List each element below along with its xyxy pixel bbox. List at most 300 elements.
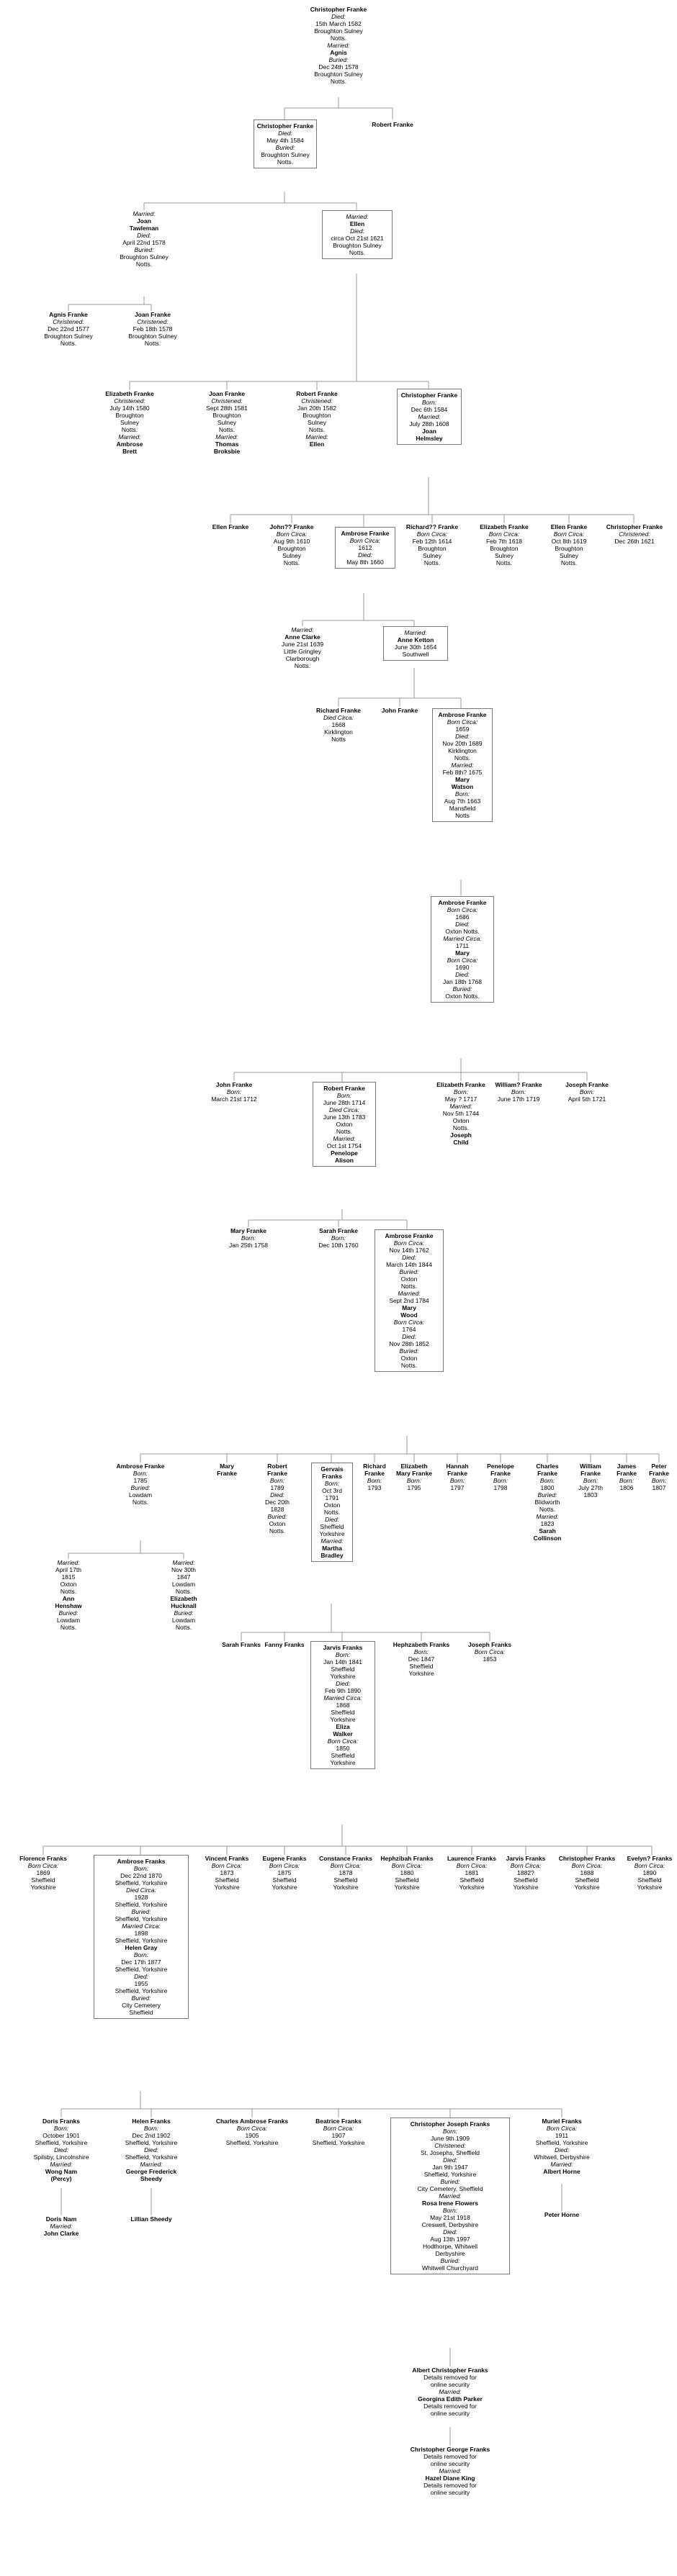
detail-value: Yorkshire xyxy=(272,1884,297,1891)
person-hephzabeth-franks-b1847[interactable] xyxy=(389,1641,454,1677)
detail-value: Dec 1847 xyxy=(408,1655,435,1663)
detail-value: Sept 2nd 1784 xyxy=(389,1297,429,1304)
detail-value: Notts. xyxy=(218,426,236,433)
detail-value: 1803 xyxy=(583,1491,598,1499)
detail-label: Married: xyxy=(449,1103,472,1110)
detail-value: Sheffield, Yorkshire xyxy=(35,2139,88,2146)
person-vincent-franks-c1873[interactable] xyxy=(199,1855,254,1891)
detail-value: Sulney xyxy=(282,552,301,559)
person-name: Jarvis Franks xyxy=(323,1644,363,1651)
spouse-name: George Frederick xyxy=(125,2168,177,2175)
person-christopher-joseph-franks-b1909[interactable] xyxy=(390,2118,510,2274)
detail-value: Broughton Sulney xyxy=(261,151,310,158)
spouse-name: Mary xyxy=(402,1304,416,1311)
detail-value: Lowdam xyxy=(171,1617,196,1624)
detail-value: Whitwell, Derbyshire xyxy=(534,2154,590,2161)
detail-value: 1890 xyxy=(642,1869,657,1876)
detail-label: Married: xyxy=(451,761,474,769)
detail-label: Born Circa: xyxy=(634,1862,665,1869)
detail-label: Buried: xyxy=(131,1994,151,2002)
person-joan-franke-c1578[interactable] xyxy=(114,311,192,347)
detail-value: Jan 18th 1768 xyxy=(443,978,482,985)
person-florence-franks-c1869[interactable] xyxy=(14,1855,72,1891)
person-elizabeth-franke-c1580[interactable] xyxy=(99,390,160,455)
detail-value: April 5th 1721 xyxy=(568,1095,606,1103)
detail-label: Christened: xyxy=(114,397,145,405)
person-joseph-franke-b1721[interactable] xyxy=(555,1081,619,1103)
detail-label: Born: xyxy=(619,1477,635,1484)
marriage-ann-henshaw[interactable] xyxy=(36,1559,101,1631)
person-name: Christopher Joseph Franks xyxy=(410,2120,490,2128)
spouse-name: Joan xyxy=(137,217,151,225)
detail-value: Feb 8th? 1675 xyxy=(442,769,483,776)
spouse-name: Joseph xyxy=(450,1131,472,1139)
detail-label: Buried: xyxy=(537,1491,557,1499)
person-jarvis-franks-c1882[interactable] xyxy=(498,1855,553,1891)
detail-label: Born: xyxy=(53,2125,69,2132)
detail-label: Born Circa: xyxy=(546,2125,578,2132)
detail-value: April 17th xyxy=(55,1566,81,1573)
detail-value: 1828 xyxy=(270,1506,284,1513)
detail-value: Dec 20th xyxy=(264,1499,290,1506)
person-elizabeth-franke-c1618[interactable] xyxy=(474,523,534,566)
detail-value: Nov 28th 1852 xyxy=(389,1340,429,1347)
spouse-name: Sheedy xyxy=(140,2175,163,2182)
detail-value: Notts. xyxy=(277,158,294,166)
person-charles-franke-b1800[interactable] xyxy=(526,1463,569,1542)
person-christopher-franke-c1621[interactable] xyxy=(602,523,667,545)
detail-label: Born Circa: xyxy=(27,1862,59,1869)
person-jarvis-franks-b1841[interactable] xyxy=(310,1641,375,1769)
marriage-anne-clarke[interactable] xyxy=(266,626,338,669)
person-constance-franks-c1878[interactable] xyxy=(317,1855,375,1891)
detail-value: 1798 xyxy=(493,1484,508,1491)
marriage-anne-ketton[interactable] xyxy=(383,626,448,661)
detail-value: 1850 xyxy=(336,1745,350,1752)
detail-value: Lowdam xyxy=(128,1491,153,1499)
spouse-name: Helen Gray xyxy=(125,1944,158,1951)
person-evelyn-franks-c1890[interactable] xyxy=(624,1855,676,1891)
detail-value: Dec 2nd 1902 xyxy=(132,2132,171,2139)
detail-label: Born Circa: xyxy=(393,1239,425,1247)
spouse-name: Broksbie xyxy=(213,448,241,455)
detail-label: Born: xyxy=(453,1088,469,1095)
detail-value: 1928 xyxy=(134,1894,148,1901)
detail-label: Died Circa: xyxy=(125,1886,157,1894)
detail-label: Buried: xyxy=(440,2257,460,2264)
detail-value: Details removed for xyxy=(423,2453,477,2460)
detail-value: 1793 xyxy=(367,1484,382,1491)
person-christopher-george-franks[interactable] xyxy=(393,2446,508,2496)
person-sarah-franke-b1760[interactable] xyxy=(310,1227,367,1249)
spouse-name: Thomas xyxy=(215,440,239,448)
detail-label: Born: xyxy=(511,1088,526,1095)
detail-label: Died: xyxy=(358,551,372,559)
person-joseph-franks-c1853[interactable] xyxy=(461,1641,519,1663)
detail-label: Born Circa: xyxy=(323,2125,354,2132)
spouse-name: Martha xyxy=(322,1545,342,1552)
detail-value: June 21st 1639 xyxy=(281,641,324,648)
detail-value: Broughton xyxy=(418,545,447,552)
detail-label: Died: xyxy=(336,1680,350,1687)
detail-label: Born: xyxy=(143,2125,159,2132)
detail-value: 1800 xyxy=(540,1484,555,1491)
detail-label: Born: xyxy=(493,1477,508,1484)
spouse-name: John Clarke xyxy=(43,2230,79,2237)
detail-value: Notts. xyxy=(144,340,161,347)
detail-value: 1791 xyxy=(325,1494,339,1501)
detail-label: Died: xyxy=(137,232,151,239)
person-hephzibah-franks-c1880[interactable] xyxy=(378,1855,436,1891)
detail-value: Yorkshire xyxy=(574,1884,600,1891)
spouse-name: Hucknall xyxy=(171,1602,197,1609)
detail-value: Sheffield, Yorkshire xyxy=(115,1901,168,1908)
detail-value: Broughton Sulney xyxy=(314,71,363,78)
detail-value: Notts. xyxy=(283,559,300,566)
detail-label: Buried: xyxy=(399,1268,419,1275)
detail-label: Born Circa: xyxy=(269,1862,300,1869)
detail-value: 1764 xyxy=(402,1326,416,1333)
marriage-elizabeth-hucknall[interactable] xyxy=(151,1559,216,1631)
detail-value: Broughton Sulney xyxy=(333,242,382,249)
detail-label: Died: xyxy=(455,971,470,978)
person-name: Christopher Franke xyxy=(606,523,663,530)
person-name: Christopher Franke xyxy=(310,6,367,13)
marriage-joan-tawleman[interactable] xyxy=(108,210,180,268)
detail-value: May 4th 1584 xyxy=(266,137,304,144)
person-name: Hephzabeth Franks xyxy=(393,1641,450,1648)
detail-value: June 9th 1909 xyxy=(431,2135,470,2142)
spouse-name: Mary xyxy=(455,776,470,783)
detail-label: Born Circa: xyxy=(447,906,478,913)
detail-value: Sheffield xyxy=(409,1663,434,1670)
detail-value: June 17th 1719 xyxy=(497,1095,540,1103)
person-name: Charles Franke xyxy=(536,1463,559,1477)
detail-value: Yorkshire xyxy=(394,1884,420,1891)
person-ambrose-franke-c1659[interactable] xyxy=(432,708,493,822)
detail-value: Feb 7th 1618 xyxy=(485,538,523,545)
detail-value: Nov 20th 1689 xyxy=(442,740,483,747)
detail-label: Married Circa: xyxy=(443,935,482,942)
marriage-ellen[interactable] xyxy=(322,210,393,259)
person-agnis-franke[interactable] xyxy=(29,311,108,347)
detail-label: Died: xyxy=(144,2146,158,2154)
detail-value: Notts. xyxy=(175,1624,192,1631)
detail-value: Notts xyxy=(455,812,470,819)
detail-value: Sheffield xyxy=(320,1523,344,1530)
person-name: Doris Nam xyxy=(45,2215,77,2223)
person-john-franke-c1610[interactable] xyxy=(261,523,323,566)
detail-value: Sheffield xyxy=(333,1876,358,1884)
detail-label: Born: xyxy=(133,1865,149,1872)
person-peter-horne[interactable] xyxy=(533,2211,591,2218)
detail-value: 1807 xyxy=(652,1484,666,1491)
person-mary-franke-b1758[interactable] xyxy=(220,1227,277,1249)
person-william-franke-b1719[interactable] xyxy=(490,1081,547,1103)
detail-label: Married: xyxy=(305,433,328,440)
detail-value: Lowdam xyxy=(56,1617,81,1624)
detail-value: Yorkshire xyxy=(330,1759,356,1766)
detail-value: Oxton Notts. xyxy=(445,928,480,935)
person-richard-franke-d1668[interactable] xyxy=(310,707,367,743)
person-christopher-franke-d1582[interactable] xyxy=(292,6,385,85)
person-name: Ambrose Franke xyxy=(116,1463,165,1470)
person-name: Elizabeth Mary Franke xyxy=(395,1463,433,1477)
detail-value: Dec 24th 1578 xyxy=(318,63,359,71)
detail-label: Christened: xyxy=(137,318,169,325)
person-eugene-franks-c1875[interactable] xyxy=(257,1855,312,1891)
detail-value: Oxton Notts. xyxy=(445,993,480,1000)
person-laurence-franks-c1881[interactable] xyxy=(443,1855,501,1891)
detail-value: Little Gringley xyxy=(284,648,321,655)
person-ambrose-franke-b1785[interactable] xyxy=(108,1463,173,1506)
person-ambrose-franke-c1762[interactable] xyxy=(375,1229,444,1372)
person-name: William? Franke xyxy=(495,1081,542,1088)
person-doris-nam[interactable] xyxy=(25,2215,97,2237)
detail-value: circa Oct 21st 1621 xyxy=(331,235,384,242)
detail-label: Married: xyxy=(333,1135,356,1142)
detail-value: Feb 12th 1614 xyxy=(412,538,452,545)
detail-value: Broughton xyxy=(277,545,306,552)
person-ambrose-franke-c1612[interactable] xyxy=(335,527,395,569)
detail-value: 1955 xyxy=(134,1980,148,1987)
detail-label: Christened: xyxy=(211,397,243,405)
person-john-franke[interactable] xyxy=(378,707,421,714)
person-name: Charles Ambrose Franks xyxy=(215,2118,289,2125)
detail-value: 1785 xyxy=(133,1477,148,1484)
detail-label: Born: xyxy=(651,1477,667,1484)
detail-value: Sheffield xyxy=(459,1876,484,1884)
detail-label: Married: xyxy=(439,2467,462,2475)
person-christopher-franke-b1584[interactable] xyxy=(397,389,462,445)
detail-value: Notts. xyxy=(135,261,153,268)
person-james-franke-b1806[interactable] xyxy=(611,1463,642,1491)
person-sarah-franks[interactable] xyxy=(220,1641,263,1648)
detail-value: 1789 xyxy=(270,1484,284,1491)
spouse-name: Collinson xyxy=(533,1535,562,1542)
person-name: Gervais Franks xyxy=(320,1465,344,1480)
detail-value: March 14th 1844 xyxy=(386,1261,432,1268)
detail-label: Died Circa: xyxy=(323,714,354,721)
detail-label: Christened: xyxy=(434,2142,466,2149)
person-ellen-franke-c1619[interactable] xyxy=(539,523,599,566)
person-william-franke-b1803[interactable] xyxy=(573,1463,608,1499)
detail-value: Sheffield, Yorkshire xyxy=(115,1966,168,1973)
detail-value: 1878 xyxy=(338,1869,353,1876)
person-robert-franke-b1714[interactable] xyxy=(313,1082,376,1167)
detail-value: Yorkshire xyxy=(637,1884,663,1891)
person-name: Christopher Franks xyxy=(558,1855,616,1862)
person-lillian-sheedy[interactable] xyxy=(115,2215,187,2223)
detail-value: Notts. xyxy=(121,426,138,433)
person-ambrose-franke-c1686[interactable] xyxy=(431,896,494,1003)
detail-value: July 27th xyxy=(578,1484,604,1491)
spouse-name: Brett xyxy=(122,448,137,455)
detail-label: Married: xyxy=(50,2223,73,2230)
detail-label: Born Circa: xyxy=(447,718,478,726)
person-ellen-franke[interactable] xyxy=(209,523,252,530)
person-elizabeth-franke-b1717[interactable] xyxy=(425,1081,497,1146)
person-elizabeth-mary-franke-b1795[interactable] xyxy=(395,1463,433,1491)
detail-value: Oxton xyxy=(323,1501,341,1509)
person-name: Ellen Franke xyxy=(550,523,588,530)
person-name: Florence Franks xyxy=(19,1855,67,1862)
detail-label: Christened: xyxy=(53,318,84,325)
detail-label: Married: xyxy=(172,1559,195,1566)
detail-label: Died: xyxy=(455,921,470,928)
person-ambrose-franks-b1870[interactable] xyxy=(94,1855,189,2019)
detail-value: Sheffield xyxy=(331,1709,355,1716)
detail-label: Died: xyxy=(350,227,364,235)
detail-value: May 8th 1660 xyxy=(346,559,384,566)
person-richard-franke-c1614[interactable] xyxy=(402,523,462,566)
detail-value: Notts. xyxy=(452,1124,470,1131)
detail-value: Nov 5th 1744 xyxy=(442,1110,480,1117)
detail-label: Died: xyxy=(325,1516,339,1523)
detail-value: Yorkshire xyxy=(330,1716,356,1723)
detail-value: Whitwell Churchyard xyxy=(422,2264,478,2272)
person-name: Elizabeth Franke xyxy=(480,523,529,530)
person-name: John Franke xyxy=(215,1081,253,1088)
person-fanny-franks[interactable] xyxy=(263,1641,306,1648)
person-christopher-franke-d1584[interactable] xyxy=(254,119,317,168)
detail-value: Notts. xyxy=(308,426,326,433)
person-name: Muriel Franks xyxy=(542,2118,582,2125)
detail-value: Yorkshire xyxy=(408,1670,434,1677)
person-doris-franks-b1901[interactable] xyxy=(22,2118,101,2182)
person-peter-franke-b1807[interactable] xyxy=(645,1463,673,1491)
spouse-name: Tawleman xyxy=(129,225,159,232)
detail-value: 1888 xyxy=(580,1869,594,1876)
person-robert-franke[interactable] xyxy=(364,121,421,128)
person-name: Hannah Franke xyxy=(446,1463,469,1477)
detail-value: Notts. xyxy=(175,1588,192,1595)
detail-value: 1869 xyxy=(36,1869,50,1876)
person-gervais-franks-b1791[interactable] xyxy=(311,1463,353,1562)
detail-value: Broughton Sulney xyxy=(120,253,169,261)
spouse-name: Albert Horne xyxy=(543,2168,580,2175)
person-helen-franks-b1902[interactable] xyxy=(107,2118,196,2182)
person-albert-christopher-franks[interactable] xyxy=(393,2367,508,2417)
detail-value: Southwell xyxy=(402,651,429,658)
detail-value: Derbyshire xyxy=(435,2250,465,2257)
detail-label: Married: xyxy=(215,433,238,440)
person-name: Evelyn? Franks xyxy=(627,1855,673,1862)
detail-value: Notts xyxy=(331,736,346,743)
person-name: William Franke xyxy=(580,1463,601,1477)
detail-label: Born: xyxy=(133,1470,148,1477)
person-beatrice-franks-c1907[interactable] xyxy=(299,2118,378,2146)
detail-value: Yorkshire xyxy=(330,1673,356,1680)
person-name: Robert Franke xyxy=(323,1085,365,1092)
spouse-name: Watson xyxy=(451,783,474,790)
detail-value: 1882? xyxy=(517,1869,534,1876)
detail-value: Sheffield xyxy=(272,1876,297,1884)
detail-value: Dec 22nd 1577 xyxy=(48,325,89,333)
detail-label: Married: xyxy=(291,626,314,633)
person-name: John Franke xyxy=(381,707,418,714)
detail-label: Born: xyxy=(449,1477,465,1484)
detail-label: Born: xyxy=(413,1648,429,1655)
detail-label: Married: xyxy=(118,433,141,440)
detail-value: Broughton Sulney xyxy=(128,333,177,340)
detail-label: Born Circa: xyxy=(474,1648,506,1655)
person-robert-franke-c1582[interactable] xyxy=(287,390,347,448)
detail-value: Oxton xyxy=(400,1355,418,1362)
detail-label: Married: xyxy=(439,2388,462,2395)
person-name: Mary Franke xyxy=(217,1463,237,1477)
person-charles-ambrose-franks-c1905[interactable] xyxy=(203,2118,301,2146)
detail-value: 1711 xyxy=(455,942,470,949)
detail-value: Notts. xyxy=(269,1527,286,1535)
spouse-name: (Percy) xyxy=(50,2175,72,2182)
person-robert-franke-b1789[interactable] xyxy=(258,1463,297,1535)
detail-value: online security xyxy=(430,2410,470,2417)
detail-label: Died: xyxy=(443,2156,457,2164)
detail-value: Sheffield xyxy=(31,1876,55,1884)
detail-label: Died: xyxy=(331,13,346,20)
person-name: Mary Franke xyxy=(230,1227,267,1234)
detail-value: Notts. xyxy=(400,1362,418,1369)
detail-value: 1853 xyxy=(483,1655,497,1663)
detail-label: Married: xyxy=(439,2192,462,2200)
spouse-name: Henshaw xyxy=(55,1602,82,1609)
detail-value: Creswell, Derbyshire xyxy=(421,2221,479,2228)
spouse-name: Hazel Diane King xyxy=(425,2475,475,2482)
detail-value: Notts. xyxy=(60,340,77,347)
person-name: Sarah Franks xyxy=(222,1641,261,1648)
person-penelope-franke-b1798[interactable] xyxy=(481,1463,520,1491)
person-joan-franke-c1581[interactable] xyxy=(196,390,258,455)
detail-value: Clarborough xyxy=(285,655,320,662)
detail-label: Married: xyxy=(327,42,350,49)
person-name: Fanny Franks xyxy=(264,1641,305,1648)
person-name: Richard Franke xyxy=(363,1463,386,1477)
detail-value: Oct 1st 1754 xyxy=(326,1142,362,1149)
detail-value: June 13th 1783 xyxy=(323,1113,366,1121)
detail-label: Born Circa: xyxy=(553,530,585,538)
person-hannah-franke-b1797[interactable] xyxy=(439,1463,475,1491)
detail-label: Born: xyxy=(539,1477,555,1484)
detail-label: Born: xyxy=(331,1234,346,1242)
detail-value: May 21st 1918 xyxy=(430,2214,470,2221)
person-john-franke-b1712[interactable] xyxy=(202,1081,266,1103)
person-name: Ambrose Franke xyxy=(438,711,487,718)
detail-value: Feb 9th 1890 xyxy=(324,1687,362,1694)
person-muriel-franks-c1911[interactable] xyxy=(519,2118,605,2175)
detail-value: Spilsby, Lincolnshire xyxy=(33,2154,89,2161)
detail-value: Sheffield xyxy=(129,2009,153,2016)
person-name: Elizabeth Franke xyxy=(105,390,154,397)
person-christopher-franks-c1888[interactable] xyxy=(555,1855,619,1891)
detail-label: Married: xyxy=(404,629,427,636)
detail-value: 1881 xyxy=(465,1869,479,1876)
detail-label: Buried: xyxy=(452,985,472,993)
person-mary-franke[interactable] xyxy=(210,1463,243,1477)
spouse-name: Eliza xyxy=(336,1723,350,1730)
detail-label: Married: xyxy=(536,1513,559,1520)
person-name: Jarvis Franks xyxy=(506,1855,546,1862)
detail-value: online security xyxy=(430,2489,470,2496)
detail-value: Broughton xyxy=(212,412,241,419)
detail-label: Born Circa: xyxy=(447,957,478,964)
spouse-name: Child xyxy=(453,1139,469,1146)
person-richard-franke-b1793[interactable] xyxy=(359,1463,390,1491)
detail-value: Sheffield, Yorkshire xyxy=(125,2139,178,2146)
detail-label: Married: xyxy=(550,2161,573,2168)
spouse-name: Joan xyxy=(422,428,436,435)
spouse-name: Mary xyxy=(455,949,470,957)
